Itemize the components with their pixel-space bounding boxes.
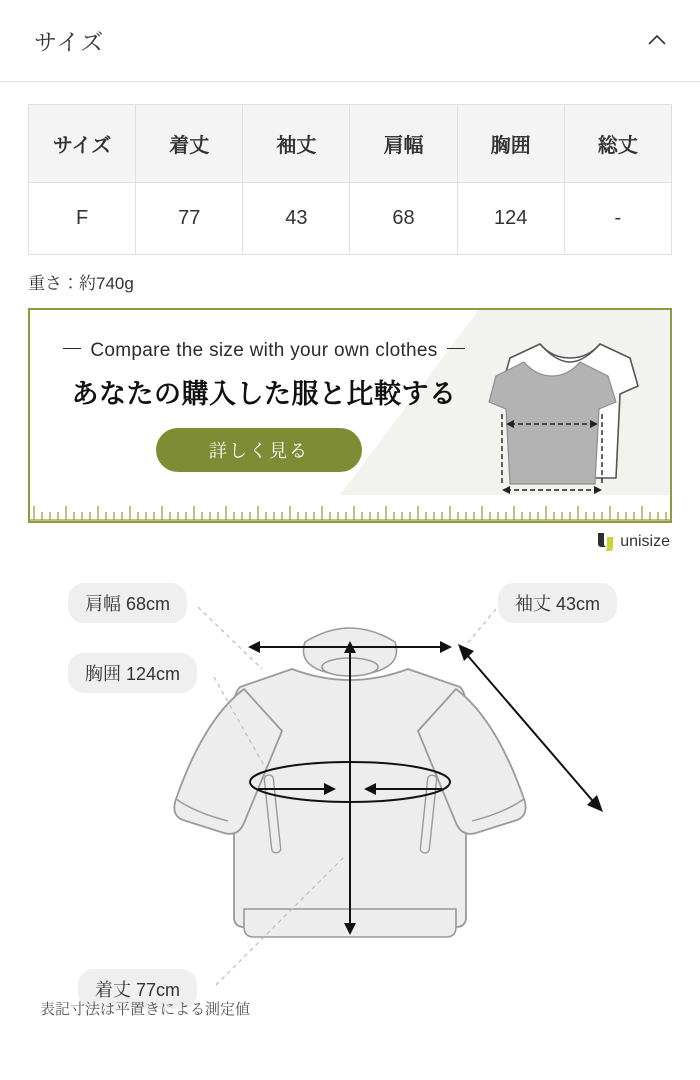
table-header-cell: 袖丈 [243, 105, 350, 183]
size-section-header[interactable] [0, 0, 700, 82]
table-header-cell: サイズ [29, 105, 136, 183]
table-header-row [29, 105, 672, 183]
table-cell: 124 [457, 183, 564, 255]
banner-eyebrow: Compare the size with your own clothes [54, 340, 474, 362]
ruler-graphic [30, 493, 670, 521]
garment-illustration [0, 557, 700, 1027]
sleeve-length-label: 袖丈 43cm [498, 583, 617, 623]
table-header-cell: 総丈 [564, 105, 671, 183]
table-header-cell: 肩幅 [350, 105, 457, 183]
chevron-up-icon[interactable] [644, 28, 670, 54]
chest-width-label: 胸囲 124cm [68, 653, 197, 693]
page-title: サイズ [34, 29, 105, 55]
table-cell: F [29, 183, 136, 255]
dash-left [63, 348, 81, 349]
unisize-brand [0, 523, 700, 551]
tshirt-measure-icon [466, 328, 656, 503]
table-cell: 68 [350, 183, 457, 255]
garment-diagram [0, 557, 700, 1027]
size-table-wrapper [0, 82, 700, 255]
table-cell: 77 [136, 183, 243, 255]
table-cell: 43 [243, 183, 350, 255]
size-table [28, 104, 672, 255]
measurement-footnote: 表記寸法は平置きによる測定値 [40, 1001, 251, 1018]
weight-text: 重さ：約740g [28, 274, 134, 293]
table-header-cell: 着丈 [136, 105, 243, 183]
table-header-cell: 胸囲 [457, 105, 564, 183]
unisize-mark-icon [598, 533, 613, 551]
table-cell: - [564, 183, 671, 255]
table-row [29, 183, 672, 255]
banner-cta-button[interactable]: 詳しく見る [156, 428, 362, 472]
unisize-banner[interactable] [28, 308, 672, 523]
banner-headline: あなたの購入した服と比較する [71, 379, 457, 409]
unisize-banner-wrapper [0, 294, 700, 523]
unisize-brand-label: unisize [620, 533, 670, 550]
body-length-label: 着丈 77cm [78, 969, 197, 1009]
dash-right [447, 348, 465, 349]
shoulder-width-label: 肩幅 68cm [68, 583, 187, 623]
